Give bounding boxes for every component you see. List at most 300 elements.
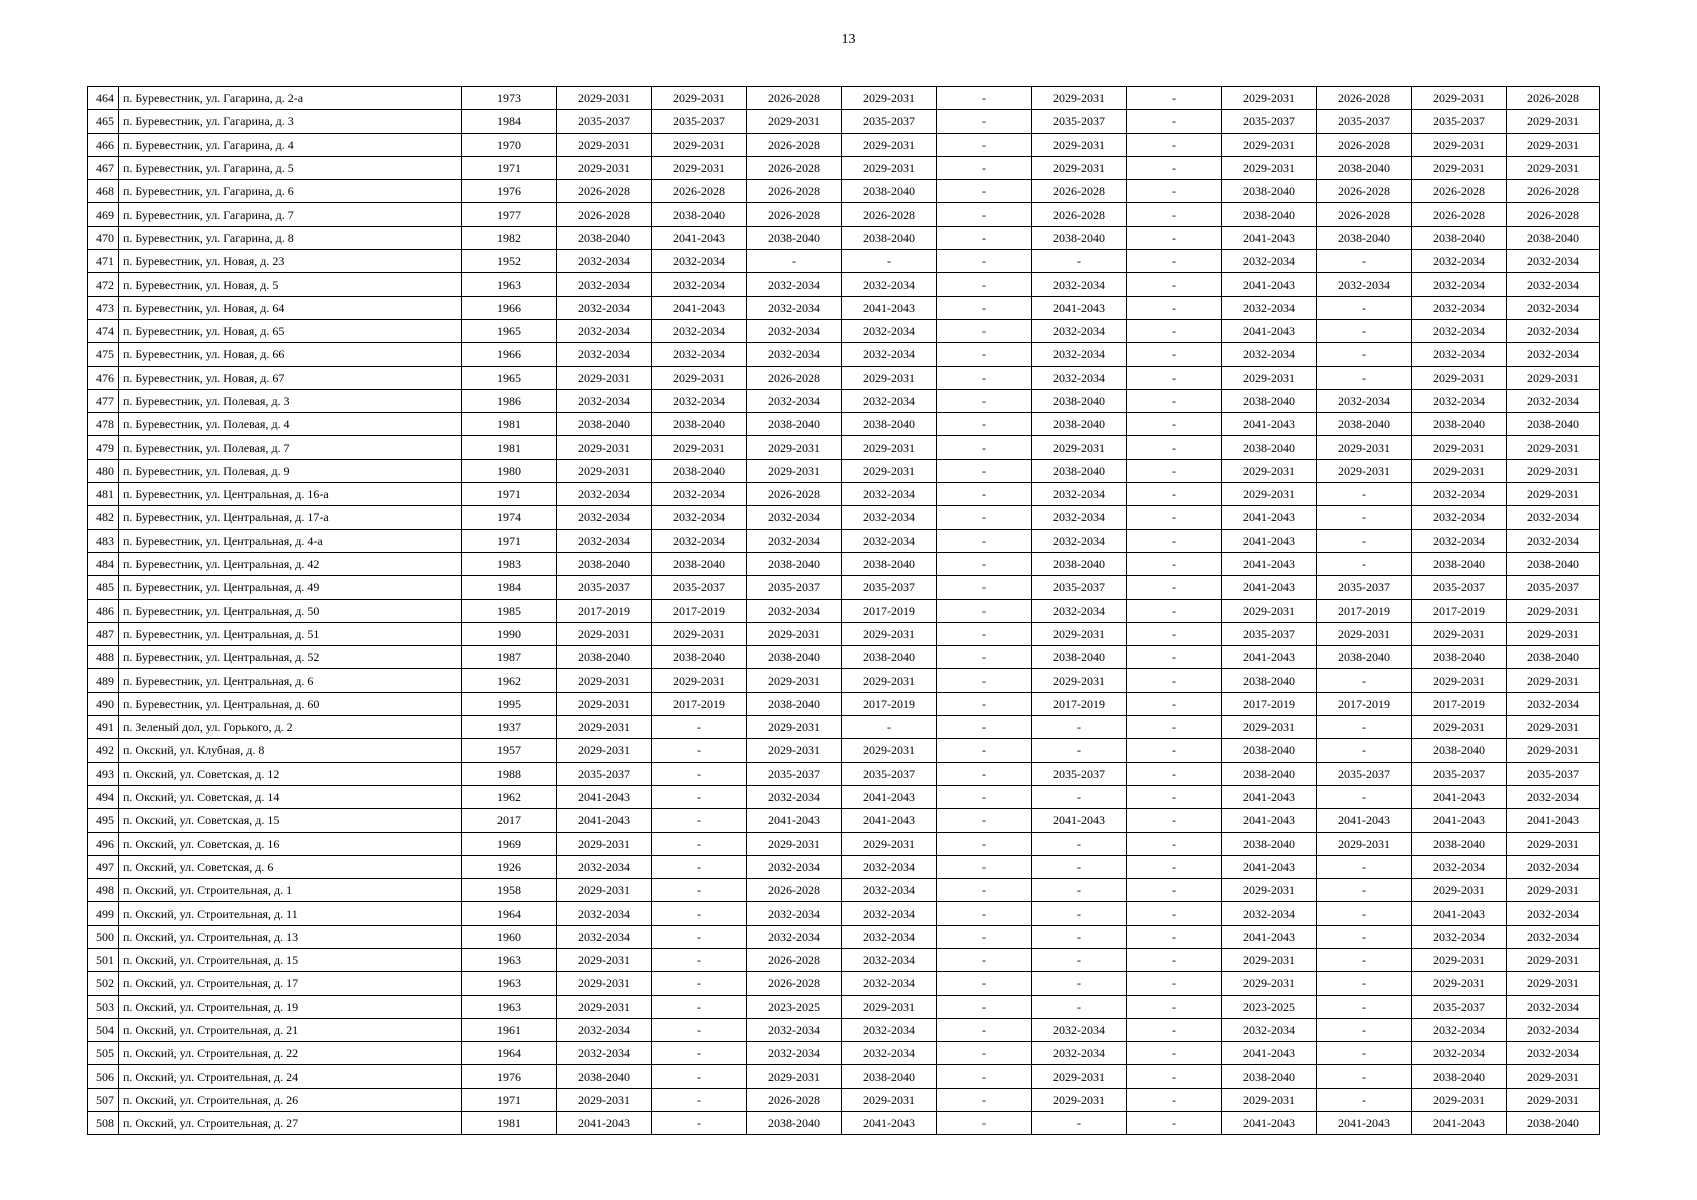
repair-period-cell: - xyxy=(1127,1065,1222,1088)
repair-period-cell: 2032-2034 xyxy=(1507,925,1600,948)
repair-period-cell: 2032-2034 xyxy=(1317,273,1412,296)
repair-period-cell: 2029-2031 xyxy=(1412,133,1507,156)
repair-period-cell: 2026-2028 xyxy=(1317,203,1412,226)
repair-period-cell: 2029-2031 xyxy=(652,133,747,156)
table-row xyxy=(88,319,1600,342)
repair-period-cell: - xyxy=(937,809,1032,832)
repair-period-cell: - xyxy=(1127,506,1222,529)
repair-period-cell: 2032-2034 xyxy=(842,855,937,878)
repair-period-cell: - xyxy=(937,995,1032,1018)
repair-period-cell: - xyxy=(1127,599,1222,622)
repair-period-cell: 2035-2037 xyxy=(842,576,937,599)
repair-period-cell: - xyxy=(1317,785,1412,808)
repair-period-cell: 2017-2019 xyxy=(1412,692,1507,715)
repair-period-cell: 2032-2034 xyxy=(1222,250,1317,273)
repair-period-cell: 2029-2031 xyxy=(1032,87,1127,110)
repair-period-cell: 2041-2043 xyxy=(842,296,937,319)
repair-period-cell: 2041-2043 xyxy=(1222,319,1317,342)
repair-period-cell: - xyxy=(1127,879,1222,902)
row-number-cell: 488 xyxy=(88,646,119,669)
repair-period-cell: - xyxy=(937,459,1032,482)
repair-period-cell: 2038-2040 xyxy=(1507,1112,1600,1135)
build-year-cell: 1965 xyxy=(462,319,557,342)
address-cell: п. Буревестник, ул. Гагарина, д. 6 xyxy=(119,180,462,203)
repair-period-cell: 2035-2037 xyxy=(1412,576,1507,599)
repair-period-cell: 2026-2028 xyxy=(747,972,842,995)
repair-period-cell: 2029-2031 xyxy=(1507,669,1600,692)
repair-period-cell: 2035-2037 xyxy=(557,110,652,133)
build-year-cell: 1976 xyxy=(462,180,557,203)
repair-period-cell: 2029-2031 xyxy=(1507,459,1600,482)
address-cell: п. Буревестник, ул. Гагарина, д. 3 xyxy=(119,110,462,133)
repair-period-cell: 2032-2034 xyxy=(747,343,842,366)
repair-period-cell: - xyxy=(1032,902,1127,925)
repair-period-cell: - xyxy=(1127,855,1222,878)
repair-period-cell: 2029-2031 xyxy=(1507,436,1600,459)
repair-period-cell: - xyxy=(937,692,1032,715)
repair-period-cell: - xyxy=(1317,948,1412,971)
row-number-cell: 465 xyxy=(88,110,119,133)
repair-period-cell: 2035-2037 xyxy=(1222,110,1317,133)
repair-period-cell: 2032-2034 xyxy=(1032,599,1127,622)
repair-period-cell: - xyxy=(1317,506,1412,529)
repair-period-cell: - xyxy=(1317,319,1412,342)
repair-period-cell: 2035-2037 xyxy=(747,576,842,599)
build-year-cell: 1980 xyxy=(462,459,557,482)
repair-period-cell: - xyxy=(1127,226,1222,249)
repair-period-cell: 2032-2034 xyxy=(747,1042,842,1065)
repair-period-cell: 2032-2034 xyxy=(842,1018,937,1041)
repair-period-cell: - xyxy=(1127,762,1222,785)
repair-period-cell: - xyxy=(937,902,1032,925)
address-cell: п. Буревестник, ул. Гагарина, д. 4 xyxy=(119,133,462,156)
row-number-cell: 502 xyxy=(88,972,119,995)
repair-period-cell: 2029-2031 xyxy=(842,366,937,389)
repair-period-cell: - xyxy=(1127,669,1222,692)
repair-period-cell: 2032-2034 xyxy=(652,389,747,412)
repair-period-cell: 2032-2034 xyxy=(557,343,652,366)
repair-period-cell: 2032-2034 xyxy=(557,250,652,273)
repair-period-cell: - xyxy=(1127,203,1222,226)
repair-period-cell: - xyxy=(937,1112,1032,1135)
repair-period-cell: 2029-2031 xyxy=(1507,156,1600,179)
address-cell: п. Окский, ул. Строительная, д. 26 xyxy=(119,1088,462,1111)
repair-period-cell: 2029-2031 xyxy=(1032,436,1127,459)
repair-period-cell: 2032-2034 xyxy=(557,1042,652,1065)
repair-period-cell: 2032-2034 xyxy=(842,925,937,948)
repair-period-cell: 2029-2031 xyxy=(842,622,937,645)
row-number-cell: 469 xyxy=(88,203,119,226)
repair-period-cell: 2032-2034 xyxy=(747,273,842,296)
repair-period-cell: - xyxy=(1032,716,1127,739)
table-row xyxy=(88,110,1600,133)
repair-period-cell: 2029-2031 xyxy=(1222,87,1317,110)
table-row xyxy=(88,1065,1600,1088)
repair-period-cell: - xyxy=(842,250,937,273)
repair-period-cell: 2032-2034 xyxy=(652,273,747,296)
address-cell: п. Окский, ул. Строительная, д. 27 xyxy=(119,1112,462,1135)
repair-period-cell: - xyxy=(937,529,1032,552)
repair-period-cell: 2035-2037 xyxy=(1507,576,1600,599)
repair-period-cell: 2032-2034 xyxy=(557,855,652,878)
repair-period-cell: 2032-2034 xyxy=(557,902,652,925)
repair-period-cell: 2029-2031 xyxy=(1412,87,1507,110)
address-cell: п. Окский, ул. Строительная, д. 13 xyxy=(119,925,462,948)
repair-period-cell: 2041-2043 xyxy=(1507,809,1600,832)
row-number-cell: 480 xyxy=(88,459,119,482)
repair-period-cell: - xyxy=(747,250,842,273)
repair-period-cell: - xyxy=(652,972,747,995)
repair-period-cell: 2038-2040 xyxy=(557,646,652,669)
repair-period-cell: 2038-2040 xyxy=(557,552,652,575)
row-number-cell: 494 xyxy=(88,785,119,808)
row-number-cell: 498 xyxy=(88,879,119,902)
table-row xyxy=(88,459,1600,482)
build-year-cell: 1926 xyxy=(462,855,557,878)
repair-period-cell: - xyxy=(937,762,1032,785)
repair-period-cell: 2038-2040 xyxy=(652,646,747,669)
repair-period-cell: 2026-2028 xyxy=(557,180,652,203)
repair-period-cell: 2026-2028 xyxy=(1507,180,1600,203)
repair-period-cell: 2038-2040 xyxy=(557,413,652,436)
repair-period-cell: 2041-2043 xyxy=(1412,809,1507,832)
repair-period-cell: 2032-2034 xyxy=(1412,483,1507,506)
repair-period-cell: - xyxy=(937,716,1032,739)
repair-period-cell: - xyxy=(1127,785,1222,808)
repair-period-cell: - xyxy=(1032,925,1127,948)
table-row xyxy=(88,133,1600,156)
repair-period-cell: 2032-2034 xyxy=(557,1018,652,1041)
repair-period-cell: 2032-2034 xyxy=(1032,273,1127,296)
repair-period-cell: - xyxy=(937,925,1032,948)
repair-period-cell: 2029-2031 xyxy=(557,1088,652,1111)
repair-period-cell: - xyxy=(1127,739,1222,762)
repair-period-cell: - xyxy=(1032,855,1127,878)
repair-period-cell: 2029-2031 xyxy=(1317,459,1412,482)
repair-period-cell: 2029-2031 xyxy=(1222,459,1317,482)
repair-period-cell: 2041-2043 xyxy=(1412,785,1507,808)
repair-period-cell: 2038-2040 xyxy=(747,226,842,249)
address-cell: п. Окский, ул. Советская, д. 16 xyxy=(119,832,462,855)
build-year-cell: 1962 xyxy=(462,785,557,808)
repair-period-cell: - xyxy=(1127,529,1222,552)
row-number-cell: 500 xyxy=(88,925,119,948)
repair-period-cell: 2038-2040 xyxy=(557,1065,652,1088)
table-row xyxy=(88,879,1600,902)
table-row xyxy=(88,413,1600,436)
repair-period-cell: - xyxy=(937,948,1032,971)
repair-period-cell: 2038-2040 xyxy=(842,1065,937,1088)
repair-period-cell: 2029-2031 xyxy=(1412,879,1507,902)
repair-period-cell: 2032-2034 xyxy=(842,273,937,296)
row-number-cell: 484 xyxy=(88,552,119,575)
repair-period-cell: 2041-2043 xyxy=(1412,1112,1507,1135)
repair-period-cell: 2026-2028 xyxy=(747,203,842,226)
repair-period-cell: 2029-2031 xyxy=(557,133,652,156)
repair-period-cell: 2032-2034 xyxy=(747,389,842,412)
repair-period-cell: - xyxy=(937,552,1032,575)
repair-period-cell: 2032-2034 xyxy=(842,506,937,529)
repair-period-cell: 2032-2034 xyxy=(842,343,937,366)
repair-period-cell: 2038-2040 xyxy=(652,203,747,226)
repair-period-cell: - xyxy=(1317,995,1412,1018)
repair-period-cell: 2029-2031 xyxy=(652,156,747,179)
table-row xyxy=(88,599,1600,622)
repair-period-cell: 2038-2040 xyxy=(1222,180,1317,203)
repair-period-cell: 2029-2031 xyxy=(557,436,652,459)
repair-period-cell: 2032-2034 xyxy=(1412,273,1507,296)
row-number-cell: 483 xyxy=(88,529,119,552)
repair-period-cell: 2029-2031 xyxy=(557,692,652,715)
repair-period-cell: - xyxy=(1317,343,1412,366)
repair-period-cell: 2029-2031 xyxy=(1032,133,1127,156)
repair-period-cell: - xyxy=(937,506,1032,529)
address-cell: п. Буревестник, ул. Центральная, д. 52 xyxy=(119,646,462,669)
row-number-cell: 496 xyxy=(88,832,119,855)
repair-period-cell: 2029-2031 xyxy=(1507,948,1600,971)
repair-period-cell: 2029-2031 xyxy=(1222,366,1317,389)
repair-period-cell: 2038-2040 xyxy=(747,692,842,715)
repair-period-cell: 2029-2031 xyxy=(652,622,747,645)
repair-period-cell: 2032-2034 xyxy=(1412,1018,1507,1041)
repair-period-cell: - xyxy=(652,1112,747,1135)
repair-period-cell: 2041-2043 xyxy=(842,1112,937,1135)
repair-period-cell: 2032-2034 xyxy=(842,972,937,995)
repair-period-cell: 2032-2034 xyxy=(1032,343,1127,366)
table-row xyxy=(88,156,1600,179)
repair-period-cell: 2035-2037 xyxy=(1317,576,1412,599)
build-year-cell: 1965 xyxy=(462,366,557,389)
repair-period-cell: 2029-2031 xyxy=(1412,436,1507,459)
row-number-cell: 503 xyxy=(88,995,119,1018)
table-row xyxy=(88,180,1600,203)
repair-period-cell: - xyxy=(652,716,747,739)
repair-period-cell: 2029-2031 xyxy=(1412,156,1507,179)
repair-period-cell: 2032-2034 xyxy=(842,483,937,506)
repair-period-cell: 2038-2040 xyxy=(1222,436,1317,459)
repair-period-cell: 2032-2034 xyxy=(1222,1018,1317,1041)
repair-period-cell: 2032-2034 xyxy=(1222,343,1317,366)
table-row xyxy=(88,832,1600,855)
repair-period-cell: 2029-2031 xyxy=(557,669,652,692)
address-cell: п. Буревестник, ул. Полевая, д. 4 xyxy=(119,413,462,436)
repair-period-cell: 2032-2034 xyxy=(652,506,747,529)
table-row xyxy=(88,552,1600,575)
table-row xyxy=(88,296,1600,319)
repair-period-cell: - xyxy=(1032,785,1127,808)
repair-period-cell: - xyxy=(937,413,1032,436)
build-year-cell: 1984 xyxy=(462,576,557,599)
repair-period-cell: - xyxy=(1317,925,1412,948)
repair-period-cell: 2029-2031 xyxy=(842,436,937,459)
row-number-cell: 475 xyxy=(88,343,119,366)
repair-period-cell: - xyxy=(1317,1088,1412,1111)
repair-period-cell: 2029-2031 xyxy=(1412,669,1507,692)
address-cell: п. Окский, ул. Советская, д. 15 xyxy=(119,809,462,832)
repair-period-cell: 2029-2031 xyxy=(1507,133,1600,156)
address-cell: п. Буревестник, ул. Центральная, д. 50 xyxy=(119,599,462,622)
build-year-cell: 1957 xyxy=(462,739,557,762)
address-cell: п. Буревестник, ул. Центральная, д. 16-а xyxy=(119,483,462,506)
repair-period-cell: 2029-2031 xyxy=(557,156,652,179)
repair-period-cell: 2029-2031 xyxy=(1507,832,1600,855)
address-cell: п. Буревестник, ул. Новая, д. 23 xyxy=(119,250,462,273)
repair-period-cell: - xyxy=(1317,879,1412,902)
repair-period-cell: 2029-2031 xyxy=(1507,599,1600,622)
build-year-cell: 1963 xyxy=(462,972,557,995)
repair-period-cell: 2038-2040 xyxy=(747,1112,842,1135)
repair-period-cell: 2032-2034 xyxy=(557,483,652,506)
repair-period-cell: - xyxy=(1127,576,1222,599)
build-year-cell: 1963 xyxy=(462,995,557,1018)
repair-period-cell: - xyxy=(1317,716,1412,739)
repair-period-cell: - xyxy=(1032,739,1127,762)
repair-period-cell: 2029-2031 xyxy=(1222,156,1317,179)
repair-period-cell: 2032-2034 xyxy=(842,1042,937,1065)
build-year-cell: 1986 xyxy=(462,389,557,412)
repair-period-cell: 2032-2034 xyxy=(1507,506,1600,529)
build-year-cell: 1966 xyxy=(462,343,557,366)
address-cell: п. Буревестник, ул. Центральная, д. 17-а xyxy=(119,506,462,529)
address-cell: п. Буревестник, ул. Новая, д. 64 xyxy=(119,296,462,319)
table-row xyxy=(88,203,1600,226)
table-row xyxy=(88,925,1600,948)
repair-period-cell: 2041-2043 xyxy=(747,809,842,832)
repair-period-cell: 2035-2037 xyxy=(842,110,937,133)
row-number-cell: 474 xyxy=(88,319,119,342)
repair-period-cell: - xyxy=(1127,972,1222,995)
repair-period-cell: 2032-2034 xyxy=(557,273,652,296)
repair-period-cell: 2038-2040 xyxy=(747,552,842,575)
repair-period-cell: 2029-2031 xyxy=(557,972,652,995)
repair-period-cell: 2038-2040 xyxy=(747,413,842,436)
table-row xyxy=(88,739,1600,762)
repair-period-cell: - xyxy=(1127,436,1222,459)
row-number-cell: 486 xyxy=(88,599,119,622)
repair-period-cell: 2038-2040 xyxy=(1412,226,1507,249)
repair-period-cell: 2038-2040 xyxy=(1222,203,1317,226)
build-year-cell: 1963 xyxy=(462,273,557,296)
table-row xyxy=(88,389,1600,412)
address-cell: п. Буревестник, ул. Новая, д. 5 xyxy=(119,273,462,296)
repair-period-cell: 2038-2040 xyxy=(1222,739,1317,762)
table-row xyxy=(88,366,1600,389)
repair-period-cell: 2041-2043 xyxy=(1222,809,1317,832)
repair-period-cell: 2029-2031 xyxy=(842,156,937,179)
repair-period-cell: - xyxy=(1317,669,1412,692)
repair-period-cell: 2038-2040 xyxy=(1032,226,1127,249)
repair-period-cell: 2038-2040 xyxy=(1222,832,1317,855)
repair-period-cell: - xyxy=(937,879,1032,902)
build-year-cell: 1960 xyxy=(462,925,557,948)
repair-period-cell: - xyxy=(652,1042,747,1065)
repair-period-cell: - xyxy=(937,87,1032,110)
repair-period-cell: 2032-2034 xyxy=(1412,925,1507,948)
build-year-cell: 2017 xyxy=(462,809,557,832)
repair-period-cell: 2038-2040 xyxy=(557,226,652,249)
row-number-cell: 506 xyxy=(88,1065,119,1088)
repair-period-cell: 2038-2040 xyxy=(1222,762,1317,785)
repair-period-cell: 2029-2031 xyxy=(1412,948,1507,971)
repair-period-cell: 2038-2040 xyxy=(1222,669,1317,692)
repair-period-cell: 2029-2031 xyxy=(557,87,652,110)
table-row xyxy=(88,343,1600,366)
repair-period-cell: 2026-2028 xyxy=(747,366,842,389)
repair-period-cell: 2035-2037 xyxy=(1222,622,1317,645)
repair-period-cell: 2017-2019 xyxy=(1412,599,1507,622)
build-year-cell: 1977 xyxy=(462,203,557,226)
repair-period-cell: 2041-2043 xyxy=(557,785,652,808)
table-row xyxy=(88,902,1600,925)
repair-period-cell: 2032-2034 xyxy=(1412,250,1507,273)
repair-period-cell: 2038-2040 xyxy=(1032,552,1127,575)
repair-period-cell: 2026-2028 xyxy=(747,133,842,156)
repair-period-cell: 2029-2031 xyxy=(1222,1088,1317,1111)
repair-period-cell: - xyxy=(1032,879,1127,902)
repair-period-cell: 2038-2040 xyxy=(1222,389,1317,412)
repair-period-cell: 2026-2028 xyxy=(1317,87,1412,110)
repair-period-cell: 2032-2034 xyxy=(842,319,937,342)
repair-period-cell: 2038-2040 xyxy=(1412,1065,1507,1088)
repair-period-cell: 2029-2031 xyxy=(747,739,842,762)
repair-period-cell: 2038-2040 xyxy=(1507,413,1600,436)
repair-period-cell: 2032-2034 xyxy=(1507,319,1600,342)
repair-period-cell: - xyxy=(1032,972,1127,995)
repair-period-cell: 2029-2031 xyxy=(557,716,652,739)
repair-period-cell: 2032-2034 xyxy=(1222,296,1317,319)
repair-period-cell: 2038-2040 xyxy=(1412,739,1507,762)
repair-period-cell: 2026-2028 xyxy=(747,87,842,110)
build-year-cell: 1974 xyxy=(462,506,557,529)
repair-period-cell: - xyxy=(1127,646,1222,669)
repair-period-cell: 2029-2031 xyxy=(842,669,937,692)
row-number-cell: 504 xyxy=(88,1018,119,1041)
repair-period-cell: 2029-2031 xyxy=(1032,156,1127,179)
repair-period-cell: 2032-2034 xyxy=(842,529,937,552)
repair-period-cell: 2029-2031 xyxy=(652,87,747,110)
row-number-cell: 477 xyxy=(88,389,119,412)
repair-period-cell: 2029-2031 xyxy=(842,459,937,482)
repair-period-cell: 2029-2031 xyxy=(842,133,937,156)
repair-period-cell: 2029-2031 xyxy=(652,436,747,459)
address-cell: п. Окский, ул. Советская, д. 12 xyxy=(119,762,462,785)
repair-period-cell: 2029-2031 xyxy=(557,948,652,971)
repair-period-cell: 2029-2031 xyxy=(747,110,842,133)
repair-period-cell: 2041-2043 xyxy=(1222,1112,1317,1135)
repair-period-cell: 2029-2031 xyxy=(1507,716,1600,739)
repair-period-cell: - xyxy=(937,483,1032,506)
repair-period-cell: 2041-2043 xyxy=(1222,855,1317,878)
repair-period-cell: 2041-2043 xyxy=(1317,809,1412,832)
repair-period-cell: - xyxy=(937,110,1032,133)
repair-period-cell: 2026-2028 xyxy=(1412,203,1507,226)
repair-period-cell: 2029-2031 xyxy=(652,669,747,692)
housing-repair-schedule-table xyxy=(87,86,1600,1135)
repair-period-cell: 2038-2040 xyxy=(842,646,937,669)
repair-period-cell: 2029-2031 xyxy=(747,436,842,459)
row-number-cell: 476 xyxy=(88,366,119,389)
repair-period-cell: - xyxy=(1127,692,1222,715)
repair-period-cell: - xyxy=(1127,1112,1222,1135)
repair-period-cell: - xyxy=(1127,716,1222,739)
repair-period-cell: - xyxy=(1127,87,1222,110)
repair-period-cell: 2041-2043 xyxy=(1222,529,1317,552)
build-year-cell: 1964 xyxy=(462,902,557,925)
table-row xyxy=(88,436,1600,459)
row-number-cell: 482 xyxy=(88,506,119,529)
repair-period-cell: - xyxy=(1127,948,1222,971)
repair-period-cell: - xyxy=(652,785,747,808)
